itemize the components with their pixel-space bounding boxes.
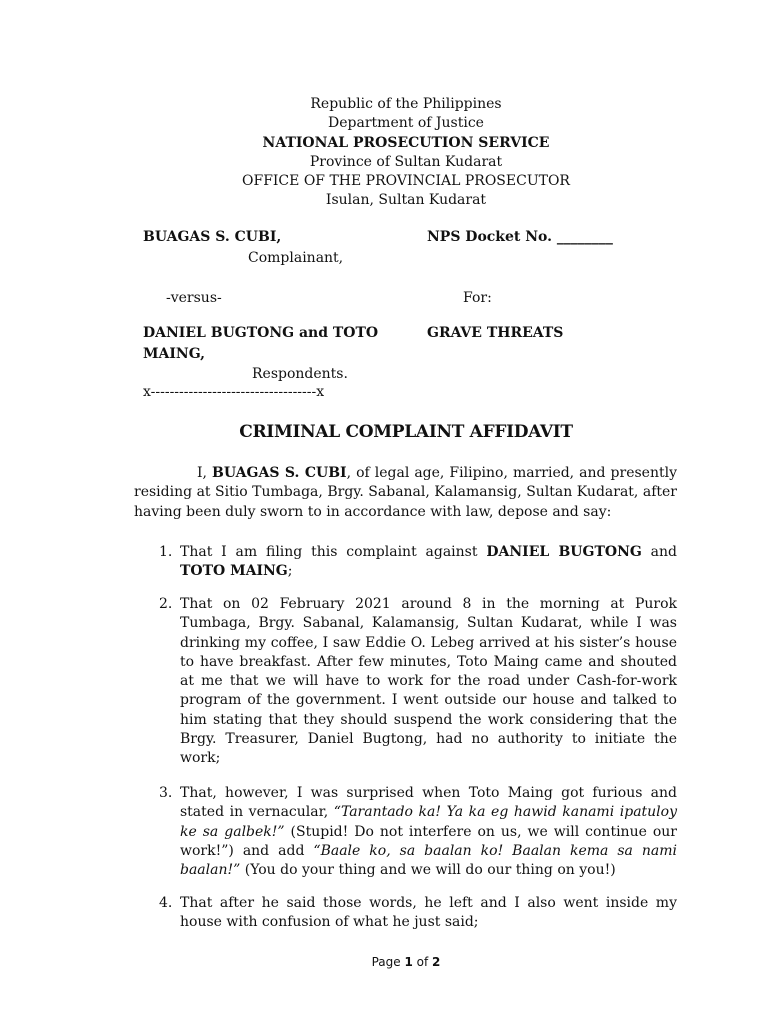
versus-label: -versus- <box>166 290 222 306</box>
item-text <box>180 543 677 582</box>
respondents-label: Respondents. <box>252 366 348 382</box>
current-page: 1 <box>404 955 413 969</box>
intro-text: , of legal age, Filipino, married, and presently residing at Sitio Tumbaga, Brgy. Sabanal, Kalamansig, Sultan Kudarat, after having been duly sworn to in accordance with law, depose and say: <box>134 465 677 520</box>
letterhead-agency: NATIONAL PROSECUTION SERVICE <box>262 134 550 151</box>
affidavit-intro <box>134 464 677 522</box>
intro-prefix: I, <box>197 465 213 481</box>
total-pages: 2 <box>432 955 441 969</box>
offense-label: GRAVE THREATS <box>427 325 564 341</box>
intro-paragraph <box>134 464 677 522</box>
affiant-name: BUAGAS S. CUBI <box>212 465 347 481</box>
docket-number: NPS Docket No. ________ <box>427 229 613 245</box>
letterhead-location: Isulan, Sultan Kudarat <box>325 192 487 209</box>
complainant-label: Complainant, <box>248 250 344 266</box>
caption-divider: x-----------------------------------x <box>143 384 325 400</box>
item-text-part: That I am filing this complaint against <box>180 544 487 560</box>
item-text-part: (Stupid! Do not interfere on us, we will continue our work!”) and add <box>180 823 677 859</box>
letterhead <box>0 95 768 211</box>
page-prefix: Page <box>371 955 405 969</box>
complainant-name: BUAGAS S. CUBI, <box>143 229 282 245</box>
item-number: 2. <box>159 596 173 612</box>
item-text-part: That, however, I was surprised when Toto Maing got furious and stated in vernacular, <box>180 785 677 821</box>
item-text-part: (You do your thing and we will do our thing on you!) <box>240 862 616 879</box>
respondent-name: TOTO MAING <box>180 563 288 580</box>
letterhead-office: OFFICE OF THE PROVINCIAL PROSECUTOR <box>242 173 570 190</box>
page-of: of <box>412 955 433 969</box>
item-text-part: and <box>641 544 678 560</box>
page-footer <box>0 955 768 969</box>
respondents-line-1: DANIEL BUGTONG and TOTO <box>143 325 379 341</box>
item-text: That after he said those words, he left and I also went inside my house with confusion of what he just said; <box>180 895 677 931</box>
item-number: 3. <box>159 785 173 801</box>
respondents-line-2: MAING, <box>143 346 206 362</box>
letterhead-department: Department of Justice <box>328 115 484 132</box>
vernacular-quote: “Tarantado ka! Ya ka eg hawid kanami ipatuloy ke sa galbek!” <box>180 804 677 840</box>
document-title: CRIMINAL COMPLAINT AFFIDAVIT <box>239 422 573 442</box>
vernacular-quote: “Baale ko, sa baalan ko! Baalan kema sa nami baalan!” <box>180 842 678 879</box>
item-text <box>180 784 677 880</box>
item-number: 1. <box>159 544 173 560</box>
for-label: For: <box>463 290 492 306</box>
respondent-name: DANIEL BUGTONG <box>486 544 642 560</box>
item-text: That on 02 February 2021 around 8 in the morning at Purok Tumbaga, Brgy. Sabanal, Kalamansig, Sultan Kudarat, while I was drinking my coffee, I saw Eddie O. Lebeg arrived at his sister’s house to have breakfast. After few minutes, Toto Maing came and shouted at me that we will have to work for the road under Cash-for-work program of the government. I went outside our house and talked to him stating that they should suspend the work considering that the Brgy. Treasurer, Daniel Bugtong, had no authority to initiate the work; <box>180 596 677 767</box>
letterhead-province: Province of Sultan Kudarat <box>309 153 503 170</box>
item-number: 4. <box>159 895 173 911</box>
item-text-part: ; <box>287 563 293 580</box>
letterhead-republic: Republic of the Philippines <box>310 96 502 112</box>
